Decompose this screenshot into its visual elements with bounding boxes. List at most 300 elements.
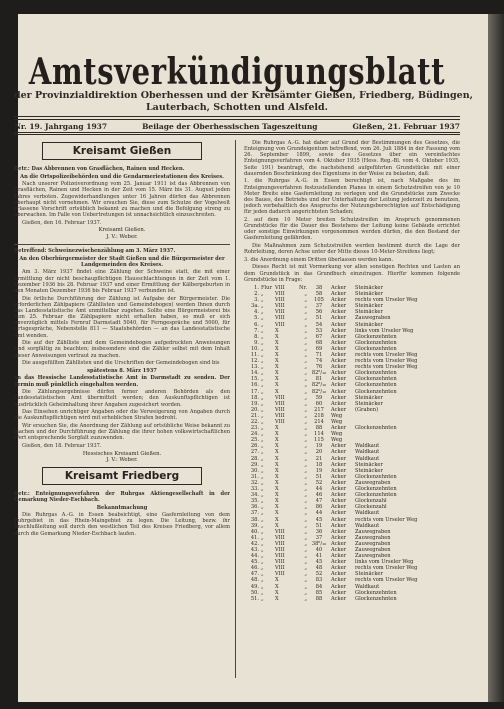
parcel-cell-n: 23.: [250, 425, 259, 432]
parcel-cell-flur: „: [261, 449, 264, 456]
column-divider: [235, 140, 236, 678]
parcel-cell-lage: Steinäcker: [355, 321, 383, 328]
parcel-cell-lage: Zauwegraben: [355, 546, 391, 553]
parcel-cell-n: 6.: [254, 321, 259, 328]
parcel-cell-lage: Glockenzehnten: [355, 492, 397, 499]
parcel-cell-k: X: [275, 522, 279, 529]
parcel-cell-lage: rechts vom Urseler Weg: [355, 297, 418, 304]
parcel-cell-flur: Flur: [261, 284, 272, 291]
parcel-cell-k: X: [275, 351, 279, 358]
parcel-cell-flur: „: [261, 553, 264, 560]
parcel-cell-num: 44: [315, 510, 323, 517]
parcel-cell-n: 4.: [254, 309, 259, 316]
notice-paragraph: Die Maßnahmen zum Schutzstreifen werden bestimmt durch die Lage der Rohrleitung, deren Achse unter der Mitte dieses 10-Meter-Streifens liegt;: [244, 243, 460, 256]
parcel-cell-k: VIII: [275, 546, 285, 553]
parcel-cell-num: 82⁶/₁₀: [311, 370, 327, 377]
parcel-cell-flur: „: [261, 504, 264, 511]
parcel-cell-num: 56: [315, 309, 323, 316]
parcel-cell-typ: Acker: [331, 327, 347, 334]
parcel-cell-flur: „: [261, 595, 264, 602]
parcel-cell-flur: „: [261, 303, 264, 310]
parcel-cell-typ: Acker: [331, 400, 347, 407]
parcel-cell-num: 54: [315, 321, 323, 328]
parcel-cell-typ: Acker: [331, 406, 347, 413]
parcel-cell-flur: „: [261, 291, 264, 298]
parcel-cell-nr: „: [304, 358, 307, 365]
parcel-cell-nr: „: [304, 339, 307, 346]
parcel-cell-nr: „: [304, 406, 307, 413]
parcel-cell-flur: „: [261, 540, 264, 547]
parcel-cell-num: 52: [315, 479, 323, 486]
parcel-cell-flur: „: [261, 467, 264, 474]
parcel-cell-n: 49.: [250, 583, 259, 590]
parcel-cell-n: 26.: [250, 443, 259, 450]
parcel-cell-num: 84: [315, 583, 323, 590]
parcel-cell-typ: Acker: [331, 595, 347, 602]
parcel-cell-typ: Acker: [331, 498, 347, 505]
parcel-cell-flur: „: [261, 425, 264, 432]
parcel-cell-lage: Glockenzehnten: [355, 333, 397, 340]
parcel-cell-n: 8.: [254, 333, 259, 340]
parcel-cell-nr: „: [304, 455, 307, 462]
parcel-cell-lage: rechts vom Urseler Weg: [355, 364, 418, 371]
parcel-cell-k: VIII: [275, 528, 285, 535]
parcel-cell-n: 46.: [250, 565, 259, 572]
parcel-cell-flur: „: [261, 546, 264, 553]
binder-spine: [488, 14, 504, 702]
parcel-cell-k: X: [275, 516, 279, 523]
parcel-cell-typ: Acker: [331, 589, 347, 596]
parcel-cell-lage: Glockenzehnten: [355, 370, 397, 377]
parcel-cell-flur: „: [261, 528, 264, 535]
parcel-cell-num: 21: [315, 455, 323, 462]
parcel-cell-n: 20.: [250, 406, 259, 413]
notice-paragraph: Die ausgefüllten Zähllisten und die Urschriften der Gemeindebogen sind bis: [22, 360, 220, 367]
parcel-cell-n: 18.: [250, 394, 259, 401]
parcel-cell-nr: „: [304, 376, 307, 383]
parcel-cell-flur: „: [261, 358, 264, 365]
parcel-cell-lage: Zauwegraben: [355, 528, 391, 535]
rule: [14, 132, 460, 133]
parcel-table: [244, 285, 460, 602]
parcel-cell-nr: „: [304, 333, 307, 340]
parcel-cell-n: 11.: [250, 351, 259, 358]
notice-paragraph: 3. die Anordnung einem Dritten überlassen werden kann.: [244, 256, 394, 263]
parcel-cell-typ: Acker: [331, 333, 347, 340]
parcel-cell-n: 13.: [250, 364, 259, 371]
parcel-cell-lage: rechts vom Urseler Weg: [355, 351, 418, 358]
parcel-cell-k: X: [275, 327, 279, 334]
parcel-cell-n: 47.: [250, 571, 259, 578]
parcel-cell-k: X: [275, 431, 279, 438]
parcel-cell-lage: Waldkaut: [355, 449, 380, 456]
parcel-cell-typ: Acker: [331, 486, 347, 493]
parcel-cell-flur: „: [261, 516, 264, 523]
parcel-cell-nr: „: [304, 394, 307, 401]
parcel-cell-nr: „: [304, 516, 307, 523]
parcel-cell-nr: „: [304, 504, 307, 511]
parcel-cell-num: 76: [315, 364, 323, 371]
parcel-cell-typ: Acker: [331, 382, 347, 389]
parcel-cell-num: 18: [315, 461, 323, 468]
parcel-cell-typ: Acker: [331, 291, 347, 298]
parcel-cell-lage: Glockenzehnten: [355, 486, 397, 493]
parcel-cell-typ: Acker: [331, 553, 347, 560]
notice-deadline: spätestens 8. März 1937: [87, 367, 157, 374]
parcel-cell-nr: „: [304, 437, 307, 444]
parcel-cell-lage: Zauwegraben: [355, 540, 391, 547]
parcel-cell-nr: „: [304, 345, 307, 352]
parcel-cell-nr: „: [304, 412, 307, 419]
parcel-cell-typ: Acker: [331, 455, 347, 462]
parcel-cell-typ: Acker: [331, 528, 347, 535]
parcel-cell-typ: Acker: [331, 565, 347, 572]
parcel-cell-flur: „: [261, 559, 264, 566]
parcel-cell-nr: „: [304, 528, 307, 535]
parcel-cell-nr: „: [304, 400, 307, 407]
issue-number: Nr. 19. Jahrgang 1937: [14, 121, 108, 131]
notice-subject: Betr.: Das Abbrennen von Grasflächen, Rainen und Hecken.: [14, 166, 185, 172]
parcel-cell-k: X: [275, 437, 279, 444]
parcel-cell-n: 48.: [250, 577, 259, 584]
parcel-cell-nr: „: [304, 419, 307, 425]
parcel-cell-k: X: [275, 455, 279, 462]
parcel-cell-nr: „: [304, 510, 307, 517]
parcel-cell-num: 48: [315, 565, 323, 572]
parcel-cell-nr: „: [304, 315, 307, 322]
parcel-cell-flur: „: [261, 486, 264, 493]
parcel-cell-k: VIII: [275, 419, 285, 425]
notice-paragraph: Das Einsehen unrichtiger Angaben oder die Verweigerung von Angaben durch die Auskunftspflichtigen wird mit erheblichen Strafen bedroht.: [14, 409, 230, 422]
parcel-cell-n: 10.: [250, 345, 259, 352]
parcel-cell-k: X: [275, 425, 279, 432]
parcel-cell-lage: rechts vom Urseler Weg: [355, 565, 418, 572]
parcel-cell-flur: „: [261, 479, 264, 486]
notice-date: Gießen, den 16. Februar 1937.: [22, 219, 102, 226]
parcel-cell-n: 38.: [250, 516, 259, 523]
parcel-cell-num: 38⁶/₁₀: [311, 540, 327, 547]
parcel-cell-k: X: [275, 376, 279, 383]
parcel-cell-num: 20: [315, 449, 323, 456]
parcel-cell-n: 22.: [250, 419, 259, 425]
parcel-cell-nr: „: [304, 461, 307, 468]
parcel-cell-lage: rechts vom Urseler Weg: [355, 358, 418, 365]
parcel-cell-typ: Acker: [331, 358, 347, 365]
section-heading-kreisamt-giessen: Kreisamt Gießen: [42, 142, 202, 160]
parcel-cell-nr: „: [304, 351, 307, 358]
parcel-cell-nr: „: [304, 297, 307, 304]
parcel-cell-n: 14.: [250, 370, 259, 377]
parcel-cell-n: 15.: [250, 376, 259, 383]
parcel-cell-num: 19: [315, 443, 323, 450]
parcel-cell-typ: Acker: [331, 376, 347, 383]
parcel-cell-num: 105: [314, 297, 324, 304]
parcel-cell-lage: Glockenzehnten: [355, 425, 397, 432]
parcel-cell-flur: „: [261, 571, 264, 578]
parcel-cell-flur: „: [261, 339, 264, 346]
notice-paragraph: Die Ruhrgas A.-G. in Essen beabsichtigt, eine Gasfernleitung von dem Ruhrgebiet in das Rhein-Maingebiet zu legen. Die Leitung, bezw. ihr Anschlußleitung soll durch den westlichen Teil des Kreises Friedberg, vor allem durch die Gemarkung Nieder-Eschbach laufen.: [14, 512, 230, 537]
parcel-cell-lage: Steinäcker: [355, 461, 383, 468]
notice-date: Gießen, den 18. Februar 1937.: [22, 443, 102, 450]
parcel-cell-k: VIII: [275, 321, 285, 328]
parcel-cell-k: X: [275, 339, 279, 346]
parcel-cell-num: 68: [315, 339, 323, 346]
parcel-cell-flur: „: [261, 565, 264, 572]
parcel-cell-num: 51: [315, 473, 323, 480]
parcel-cell-num: 58: [315, 291, 323, 298]
parcel-cell-nr: „: [304, 303, 307, 310]
parcel-cell-n: 37.: [250, 510, 259, 517]
notice-paragraph: Wir ersuchen Sie, die Anordnung der Zählung auf ortsübliche Weise bekannt zu machen und der Durchführung der Zählung die ihrer hohen volkswirtschaftlichen Wert entsprechende Sorgfalt zuzuwenden.: [14, 423, 230, 442]
parcel-cell-lage: Waldkaut: [355, 510, 380, 517]
parcel-cell-k: X: [275, 345, 279, 352]
parcel-cell-lage: Steinäcker: [355, 400, 383, 407]
masthead-subtitle-line1: der Provinzialdirektion Oberhessen und der Kreisämter Gießen, Friedberg, Büdingen,: [14, 90, 473, 101]
parcel-cell-flur: „: [261, 431, 264, 438]
notice-paragraph: 1. die Ruhrgas A.-G. in Essen berechtigt ist, nach Maßgabe des im Enteignungsverfahren festzustellenden Planes in einem Schutzstreifen von je 10 Meter Breite eine Gasfernleitung zu verlegen und die Grundstücke zum Zwecke des Baues, des Betriebs und der Unterhaltung der Leitung jederzeit zu benutzen, jedoch vorbehaltlich des Anspruchs der Nutzungsberechtigten auf Entschädigung für jeden dadurch angerichteten Schaden;: [244, 178, 460, 216]
parcel-cell-lage: Steinäcker: [355, 309, 383, 316]
parcel-cell-k: VIII: [275, 291, 285, 298]
parcel-cell-flur: „: [261, 419, 264, 425]
parcel-cell-typ: Acker: [331, 583, 347, 590]
parcel-cell-num: 214: [314, 419, 324, 425]
parcel-cell-n: 5.: [254, 315, 259, 322]
parcel-cell-nr: „: [304, 321, 307, 328]
parcel-cell-n: 3a.: [251, 303, 259, 310]
parcel-cell-lage: Glockenzahl: [355, 498, 387, 505]
parcel-cell-k: X: [275, 449, 279, 456]
parcel-cell-typ: Acker: [331, 559, 347, 566]
parcel-cell-k: X: [275, 443, 279, 450]
parcel-cell-num: 217: [314, 406, 324, 413]
parcel-cell-num: 69: [315, 345, 323, 352]
parcel-cell-n: 24.: [250, 431, 259, 438]
parcel-cell-k: X: [275, 595, 279, 602]
parcel-cell-lage: Glockenzehnten: [355, 388, 397, 395]
parcel-cell-num: 37: [315, 303, 323, 310]
parcel-cell-nr: „: [304, 467, 307, 474]
parcel-cell-k: VIII: [275, 565, 285, 572]
parcel-cell-flur: „: [261, 577, 264, 584]
parcel-cell-lage: Steinäcker: [355, 571, 383, 578]
parcel-cell-k: X: [275, 364, 279, 371]
parcel-cell-k: X: [275, 486, 279, 493]
parcel-cell-k: VIII: [275, 553, 285, 560]
parcel-cell-k: X: [275, 473, 279, 480]
parcel-cell-n: 27.: [250, 449, 259, 456]
parcel-cell-num: 47: [315, 498, 323, 505]
rule: [14, 134, 460, 135]
parcel-cell-n: 34.: [250, 492, 259, 499]
parcel-cell-n: 51.: [250, 595, 259, 602]
parcel-cell-lage: Glockenzehnten: [355, 339, 397, 346]
parcel-cell-flur: „: [261, 406, 264, 413]
parcel-cell-nr: „: [304, 486, 307, 493]
parcel-cell-nr: „: [304, 479, 307, 486]
parcel-cell-typ: Acker: [331, 479, 347, 486]
notice-addressee: An die Ortspolizeibehörden und die Gendarmeriestationen des Kreises.: [20, 173, 224, 180]
parcel-cell-nr: Nr.: [299, 284, 307, 291]
parcel-cell-nr: „: [304, 443, 307, 450]
parcel-cell-flur: „: [261, 388, 264, 395]
section-heading-kreisamt-friedberg: Kreisamt Friedberg: [42, 467, 202, 485]
parcel-cell-n: 1.: [254, 284, 259, 291]
parcel-cell-num: 114: [314, 431, 324, 438]
parcel-cell-typ: Acker: [331, 351, 347, 358]
parcel-cell-lage: Glockenzehnten: [355, 345, 397, 352]
separator: [14, 244, 230, 245]
notice-addressee: An den Oberbürgermeister der Stadt Gießen und die Bürgermeister der Landgemeinden des Kreises.: [19, 255, 225, 268]
parcel-cell-nr: „: [304, 522, 307, 529]
parcel-cell-nr: „: [304, 571, 307, 578]
parcel-cell-typ: Weg: [331, 412, 343, 419]
parcel-cell-k: VIII: [275, 315, 285, 322]
parcel-cell-n: 32.: [250, 479, 259, 486]
parcel-cell-flur: „: [261, 461, 264, 468]
parcel-cell-nr: „: [304, 431, 307, 438]
parcel-cell-lage: rechts vom Urseler Weg: [355, 577, 418, 584]
parcel-cell-k: X: [275, 510, 279, 517]
parcel-cell-n: 39.: [250, 522, 259, 529]
parcel-cell-nr: „: [304, 327, 307, 334]
parcel-cell-num: 51: [315, 315, 323, 322]
parcel-cell-k: VIII: [275, 412, 285, 419]
parcel-cell-nr: „: [304, 534, 307, 541]
parcel-cell-typ: Acker: [331, 345, 347, 352]
parcel-cell-n: 19.: [250, 400, 259, 407]
parcel-cell-flur: „: [261, 315, 264, 322]
parcel-cell-n: 17.: [250, 388, 259, 395]
parcel-cell-lage: Zauwegraben: [355, 315, 391, 322]
parcel-cell-flur: „: [261, 455, 264, 462]
notice-paragraph: Am 3. März 1937 findet eine Zählung der Schweine statt, die mit einer Ermittlung der nicht beschaupflichtigen Hausschlachtungen in der Zeit vom 1. Dezember 1936 bis 28. Februar 1937 und einer Ermittlung der Kälbergeburten in den Monaten Dezember 1936 bis Februar 1937 verbunden ist.: [14, 269, 230, 294]
parcel-cell-typ: Acker: [331, 297, 347, 304]
parcel-cell-k: VIII: [275, 571, 285, 578]
parcel-cell-num: 37: [315, 534, 323, 541]
parcel-cell-typ: Acker: [331, 370, 347, 377]
parcel-cell-typ: Acker: [331, 510, 347, 517]
parcel-cell-typ: Acker: [331, 443, 347, 450]
parcel-cell-num: 67: [315, 333, 323, 340]
right-column: [244, 140, 460, 685]
notice-signature: Hessisches Kreisamt Gießen. J. V.: Weber.: [82, 450, 162, 464]
masthead-subtitle-line2: Lauterbach, Schotten und Alsfeld.: [146, 102, 328, 113]
parcel-cell-flur: „: [261, 297, 264, 304]
parcel-cell-num: 82⁹/₁₀: [311, 388, 327, 395]
parcel-cell-flur: „: [261, 370, 264, 377]
parcel-cell-lage: links vom Urseler Weg: [355, 559, 414, 566]
parcel-cell-num: 83: [315, 577, 323, 584]
parcel-cell-k: VIII: [275, 297, 285, 304]
parcel-cell-k: VIII: [275, 309, 285, 316]
parcel-cell-num: 38: [315, 284, 323, 291]
parcel-cell-nr: „: [304, 425, 307, 432]
parcel-cell-typ: Acker: [331, 309, 347, 316]
parcel-cell-k: X: [275, 382, 279, 389]
parcel-cell-num: 46: [315, 492, 323, 499]
parcel-cell-nr: „: [304, 492, 307, 499]
parcel-cell-num: 218: [314, 412, 324, 419]
parcel-cell-flur: „: [261, 333, 264, 340]
parcel-cell-lage: Glockenzahl: [355, 504, 387, 511]
parcel-cell-lage: Steinäcker: [355, 467, 383, 474]
issue-place-date: Gießen, 21. Februar 1937: [352, 121, 460, 131]
parcel-cell-n: 42.: [250, 540, 259, 547]
parcel-cell-flur: „: [261, 589, 264, 596]
parcel-cell-lage: links vom Urseler Weg: [355, 327, 414, 334]
parcel-cell-flur: „: [261, 327, 264, 334]
parcel-cell-nr: „: [304, 473, 307, 480]
parcel-cell-flur: „: [261, 437, 264, 444]
parcel-cell-flur: „: [261, 376, 264, 383]
parcel-cell-typ: Acker: [331, 461, 347, 468]
parcel-cell-k: X: [275, 589, 279, 596]
parcel-cell-nr: „: [304, 553, 307, 560]
parcel-cell-lage: Glockenzehnten: [355, 473, 397, 480]
parcel-cell-k: VIII: [275, 303, 285, 310]
parcel-cell-k: X: [275, 467, 279, 474]
parcel-cell-k: VIII: [275, 534, 285, 541]
parcel-cell-k: X: [275, 583, 279, 590]
parcel-cell-k: X: [275, 498, 279, 505]
parcel-cell-n: 35.: [250, 498, 259, 505]
parcel-cell-nr: „: [304, 382, 307, 389]
parcel-cell-flur: „: [261, 382, 264, 389]
parcel-cell-typ: Acker: [331, 388, 347, 395]
parcel-cell-flur: „: [261, 394, 264, 401]
parcel-cell-k: X: [275, 492, 279, 499]
parcel-cell-flur: „: [261, 364, 264, 371]
parcel-cell-flur: „: [261, 400, 264, 407]
parcel-cell-lage: Waldkaut: [355, 522, 380, 529]
parcel-cell-typ: Acker: [331, 467, 347, 474]
parcel-cell-nr: „: [304, 583, 307, 590]
parcel-cell-flur: „: [261, 443, 264, 450]
parcel-cell-typ: Acker: [331, 284, 347, 291]
parcel-cell-typ: Acker: [331, 303, 347, 310]
parcel-cell-num: 81: [315, 376, 323, 383]
parcel-cell-n: 40.: [250, 528, 259, 535]
parcel-cell-n: 12.: [250, 358, 259, 365]
parcel-cell-nr: „: [304, 589, 307, 596]
parcel-cell-n: 50.: [250, 589, 259, 596]
parcel-cell-n: 9.: [254, 339, 259, 346]
parcel-cell-flur: „: [261, 498, 264, 505]
parcel-cell-typ: Acker: [331, 577, 347, 584]
parcel-cell-num: 88: [315, 595, 323, 602]
parcel-cell-k: VIII: [275, 559, 285, 566]
parcel-cell-lage: Waldkaut: [355, 455, 380, 462]
parcel-cell-lage: Waldkaut: [355, 443, 380, 450]
notice-paragraph: Die auf der Zählliste und dem Gemeindebogen aufgedruckten Anweisungen sind sorgfältig zu beachten; insbesondere sind die Zähler selbst mit dem Inhalt dieser Anweisungen vertraut zu machen.: [14, 340, 230, 359]
parcel-cell-typ: Acker: [331, 540, 347, 547]
parcel-cell-flur: „: [261, 351, 264, 358]
parcel-cell-num: 53: [315, 327, 323, 334]
parcel-cell-num: 40: [315, 546, 323, 553]
parcel-cell-flur: „: [261, 522, 264, 529]
notice-heading: Bekanntmachung: [96, 504, 148, 511]
parcel-cell-typ: Acker: [331, 546, 347, 553]
parcel-cell-flur: „: [261, 583, 264, 590]
parcel-cell-k: X: [275, 370, 279, 377]
parcel-cell-flur: „: [261, 492, 264, 499]
parcel-cell-lage: rechts vom Urseler Weg: [355, 516, 418, 523]
parcel-cell-flur: „: [261, 321, 264, 328]
parcel-cell-num: 45: [315, 516, 323, 523]
notice-paragraph: Nach unserer Polizeiverordnung vom 25. Januar 1911 ist das Abbrennen von Grasflächen, Rainen und Hecken in der Zeit vom 15. März bis 31. August jeden Jahres verboten. Zugewiderhandlungen unter 16 Jahren dürfen das Abbrennen überhaupt nicht vornehmen. Wir ersuchen Sie, diese zum Schutze der Vogelwelt erlassene Vorschrift ortsüblich bekannt zu machen und die Befolgung streng zu überwachen. Im Falle von Uebertretungen ist unnachsichtlich einzuschreiten.: [14, 181, 230, 219]
parcel-cell-flur: „: [261, 345, 264, 352]
notice-paragraph: Die örtliche Durchführung der Zählung ist Aufgabe der Bürgermeister. Die erforderlichen Zählpapiere (Zähllisten und Gemeindebogen) werden Ihnen durch das Landesstatistische Amt unmittelbar zugehen. Sollte eine Bürgermeisterei bis zum 25. Februar die Zählpapiere nicht erhalten haben, so muß er sich unverzüglich mittels Fernruf Darmstadt 5040, für Ferngespräche und 5000, für Ortsgespräche, Nebenstelle 811 — Staatsbehörden — an das Landesstatistische Amt wenden.: [14, 295, 230, 339]
